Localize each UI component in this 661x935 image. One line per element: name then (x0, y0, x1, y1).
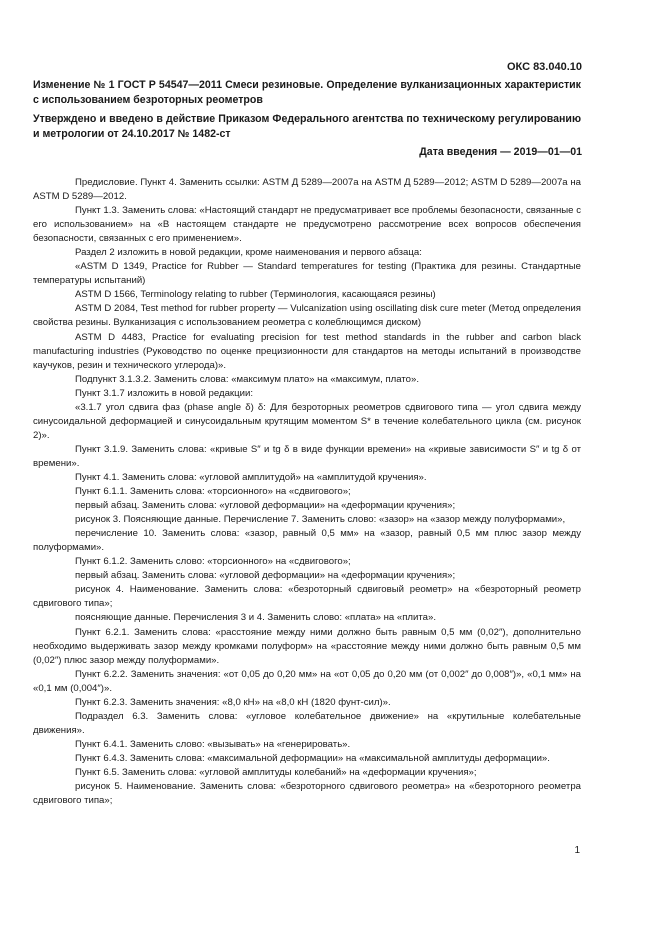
paragraph: Пункт 6.4.3. Заменить слова: «максимальной деформации» на «максимальной амплитуды деформации». (75, 752, 550, 764)
amendment-title: Изменение № 1 ГОСТ Р 54547—2011 Смеси резиновые. Определение вулканизационных характеристик с использованием безроторных реометров (33, 79, 581, 106)
paragraph: «3.1.7 угол сдвига фаз (phase angle δ) δ: Для безроторных реометров сдвигового типа — угол сдвига между синусоидальной деформацией и синусоидальным крутящим моментом S* в течение колебательного цикла (см. рисунок 2)». (33, 401, 581, 441)
paragraph: Пункт 3.1.9. Заменить слова: «кривые S″ и tg δ в виде функции времени» на «кривые зависимости S″ и tg δ от времени». (33, 443, 581, 469)
paragraph: Пункт 6.4.1. Заменить слово: «вызывать» на «генерировать». (75, 738, 351, 750)
paragraph: ASTM D 4483, Practice for evaluating precision for test method standards in the rubber and carbon black manufacturing industries (Руководство по оценке прецизионности для стандартов на методы испытаний в производстве каучуков, резин и технического углерода)». (33, 331, 581, 371)
paragraph: Пункт 6.1.2. Заменить слово: «торсионного» на «сдвигового»; (75, 556, 351, 568)
amendment-body (33, 176, 581, 808)
paragraph: Предисловие. Пункт 4. Заменить ссылки: ASTM Д 5289—2007а на ASTM Д 5289—2012; ASTM D 5289—2007а на ASTM D 5289—2012. (33, 177, 581, 203)
paragraph: рисунок 4. Наименование. Заменить слова: «безроторный сдвиговый реометр» на «безроторный реометр сдвигового типа»; (33, 584, 581, 610)
paragraph: рисунок 5. Наименование. Заменить слова: «безроторного сдвигового реометра» на «безроторного реометра сдвигового типа»; (33, 781, 581, 807)
paragraph: Подраздел 6.3. Заменить слова: «угловое колебательное движение» на «крутильные колебательные движения». (33, 710, 581, 736)
paragraph: Пункт 6.2.2. Заменить значения: «от 0,05 до 0,20 мм» на «от 0,05 до 0,20 мм (от 0,002″ до 0,008″)», «0,1 мм» на «0,1 мм (0,004″)». (33, 668, 581, 694)
paragraph: перечисление 10. Заменить слова: «зазор, равный 0,5 мм» на «зазор, равный 0,5 мм плюс зазор между полуформами». (33, 528, 581, 554)
approval-note: Утверждено и введено в действие Приказом Федерального агентства по техническому регулированию и метрологии от 24.10.2017 № 1482-ст (33, 113, 581, 140)
page-number: 1 (574, 845, 580, 856)
paragraph: Пункт 4.1. Заменить слова: «угловой амплитудой» на «амплитудой кручения». (75, 471, 427, 483)
paragraph: Подпункт 3.1.3.2. Заменить слова: «максимум плато» на «максимум, плато». (75, 373, 420, 385)
paragraph: Раздел 2 изложить в новой редакции, кроме наименования и первого абзаца: (75, 247, 422, 259)
paragraph: Пункт 6.5. Заменить слова: «угловой амплитуды колебаний» на «деформации кручения»; (75, 766, 477, 778)
paragraph: ASTM D 2084, Test method for rubber property — Vulcanization using oscillating disk cure meter (Метод определения свойства резины. Вулканизация с использованием реометра с колеблющимся диском) (33, 303, 581, 329)
paragraph: первый абзац. Заменить слова: «угловой деформации» на «деформации кручения»; (75, 500, 456, 512)
paragraph: Пункт 1.3. Заменить слова: «Настоящий стандарт не предусматривает все проблемы безопасности, связанные с его использованием» на «В настоящем стандарте не предусмотрено рассмотрение всех вопросов обеспечения безопасности, связанных с его применением». (33, 205, 581, 245)
paragraph: Пункт 3.1.7 изложить в новой редакции: (75, 387, 253, 399)
paragraph: «ASTM D 1349, Practice for Rubber — Standard temperatures for testing (Практика для резины. Стандартные температуры испытаний) (33, 261, 581, 287)
paragraph: рисунок 3. Поясняющие данные. Перечисление 7. Заменить слово: «зазор» на «зазор между полуформами», (75, 514, 566, 526)
paragraph: Пункт 6.2.1. Заменить слова: «расстояние между ними должно быть равным 0,5 мм (0,02″), дополнительно необходимо выдерживать зазор между кромками полуформ» на «расстояние между ними должно быть равным 0,5 мм (0,02″) плюс зазор между полуформами». (33, 626, 581, 666)
paragraph: Пункт 6.1.1. Заменить слова: «торсионного» на «сдвигового»; (75, 486, 351, 498)
paragraph: ASTM D 1566, Terminology relating to rubber (Терминология, касающаяся резины) (75, 289, 436, 301)
paragraph: Пункт 6.2.3. Заменить значения: «8,0 кН» на «8,0 кН (1820 фунт-сил)». (75, 696, 391, 708)
effective-date: Дата введения — 2019—01—01 (419, 146, 582, 158)
classifier-code: ОКС 83.040.10 (506, 61, 582, 73)
paragraph: первый абзац. Заменить слова: «угловой деформации» на «деформации кручения»; (75, 570, 456, 582)
paragraph: поясняющие данные. Перечисления 3 и 4. Заменить слово: «плата» на «плита». (75, 612, 436, 624)
